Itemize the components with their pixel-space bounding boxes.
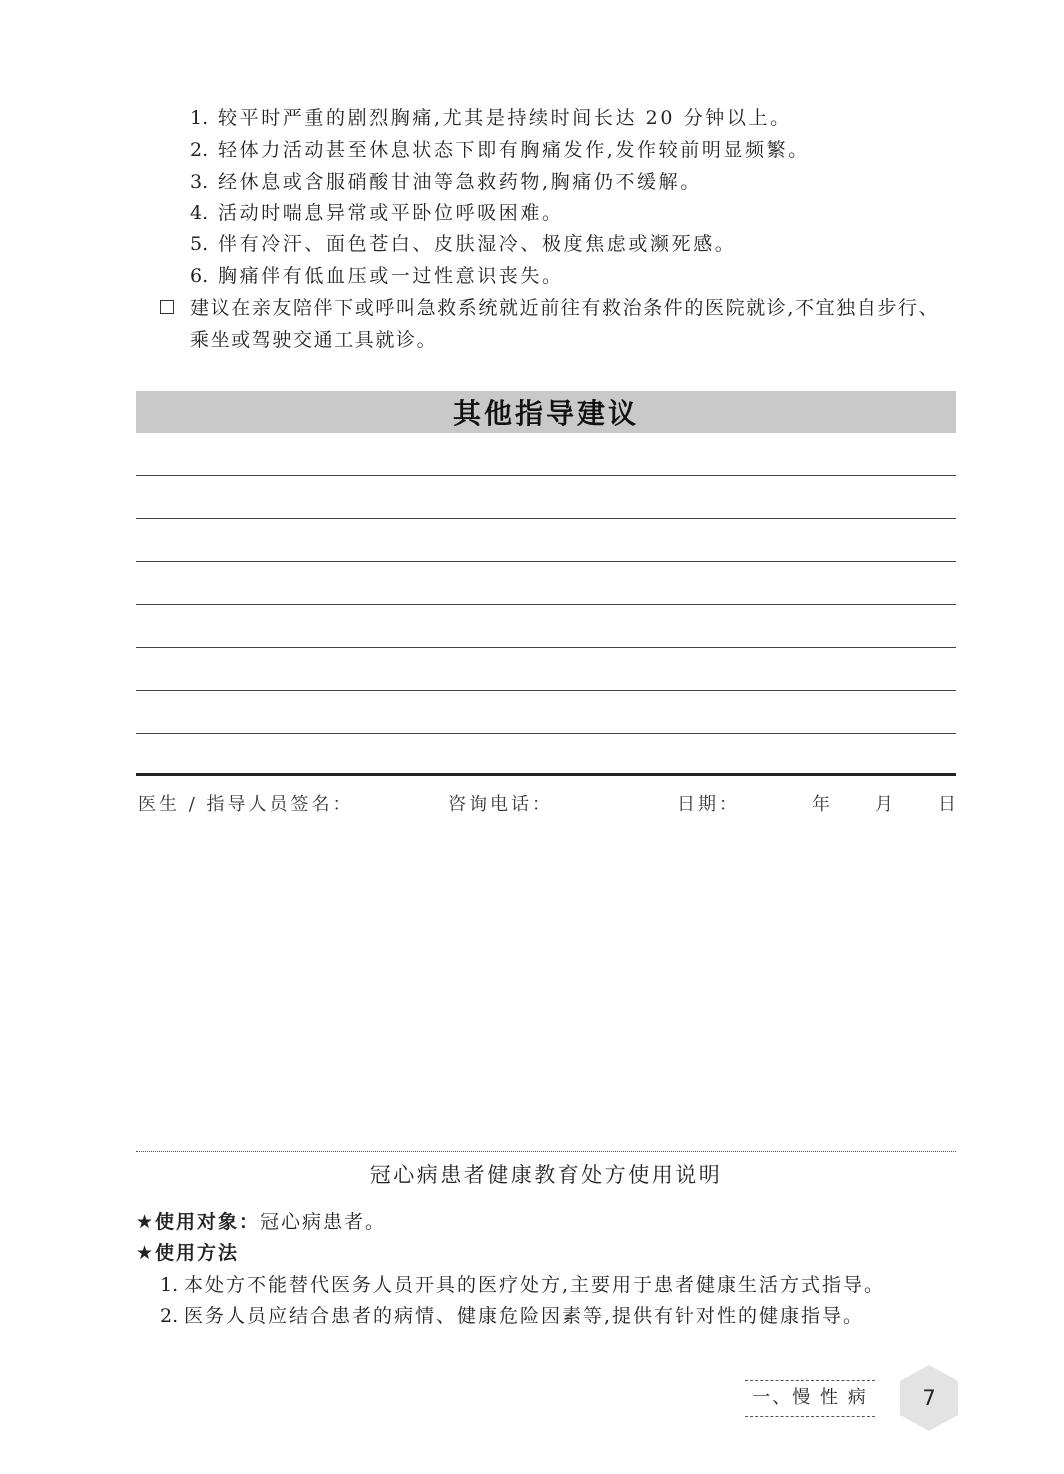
list-item-number: 4. (190, 202, 209, 224)
method-item-number: 2. (160, 1305, 179, 1327)
list-item-number: 3. (190, 171, 209, 193)
list-item-number: 2. (190, 139, 209, 161)
usage-target-label: ★使用对象： (136, 1211, 261, 1233)
writing-line (136, 647, 956, 648)
footer-dash-bottom (745, 1416, 875, 1417)
usage-target (136, 1211, 386, 1233)
list-item-text: 胸痛伴有低血压或一过性意识丧失。 (218, 265, 564, 287)
list-item-text: 较平时严重的剧烈胸痛,尤其是持续时间长达 20 分钟以上。 (218, 107, 792, 129)
other-guidance-title: 其他指导建议 (452, 397, 639, 430)
usage-method-label: ★使用方法 (136, 1242, 240, 1264)
phone-label: 咨询电话： (448, 794, 553, 815)
writing-line (136, 690, 956, 691)
footer-dash-top (745, 1380, 875, 1381)
other-guidance-banner (136, 391, 956, 433)
date-label: 日期： (677, 794, 740, 815)
list-item-number: 5. (190, 233, 209, 255)
usage-target-value: 冠心病患者。 (260, 1211, 387, 1233)
day-label: 日 (938, 794, 959, 815)
instructions-title: 冠心病患者健康教育处方使用说明 (369, 1163, 723, 1187)
dotted-separator (136, 1151, 956, 1152)
list-item-text: 活动时喘息异常或平卧位呼吸困难。 (218, 202, 564, 224)
page-number: 7 (922, 1386, 936, 1410)
footer-section-label: 一、慢 性 病 (752, 1387, 868, 1408)
advice-text-line-2: 乘坐或驾驶交通工具就诊。 (190, 329, 438, 351)
list-item-text: 经休息或含服硝酸甘油等急救药物,胸痛仍不缓解。 (218, 171, 702, 193)
list-item-number: 6. (190, 265, 209, 287)
advice-checkbox[interactable] (160, 300, 174, 314)
list-item-text: 伴有冷汗、面色苍白、皮肤湿冷、极度焦虑或濒死感。 (218, 233, 737, 255)
section-divider (136, 773, 956, 776)
list-item-text: 轻体力活动甚至休息状态下即有胸痛发作,发作较前明显频繁。 (218, 139, 810, 161)
advice-text-line-1: 建议在亲友陪伴下或呼叫急救系统就近前往有救治条件的医院就诊,不宜独自步行、 (190, 297, 940, 319)
list-item-number: 1. (190, 107, 209, 129)
doctor-signature-label: 医生 / 指导人员签名： (138, 794, 354, 815)
year-label: 年 (812, 794, 833, 815)
writing-line (136, 604, 956, 605)
method-item-number: 1. (160, 1274, 179, 1296)
writing-line (136, 733, 956, 734)
writing-line (136, 518, 956, 519)
writing-line (136, 475, 956, 476)
method-item-text: 医务人员应结合患者的病情、健康危险因素等,提供有针对性的健康指导。 (184, 1305, 865, 1327)
month-label: 月 (875, 794, 896, 815)
writing-line (136, 561, 956, 562)
method-item-text: 本处方不能替代医务人员开具的医疗处方,主要用于患者健康生活方式指导。 (184, 1274, 886, 1296)
